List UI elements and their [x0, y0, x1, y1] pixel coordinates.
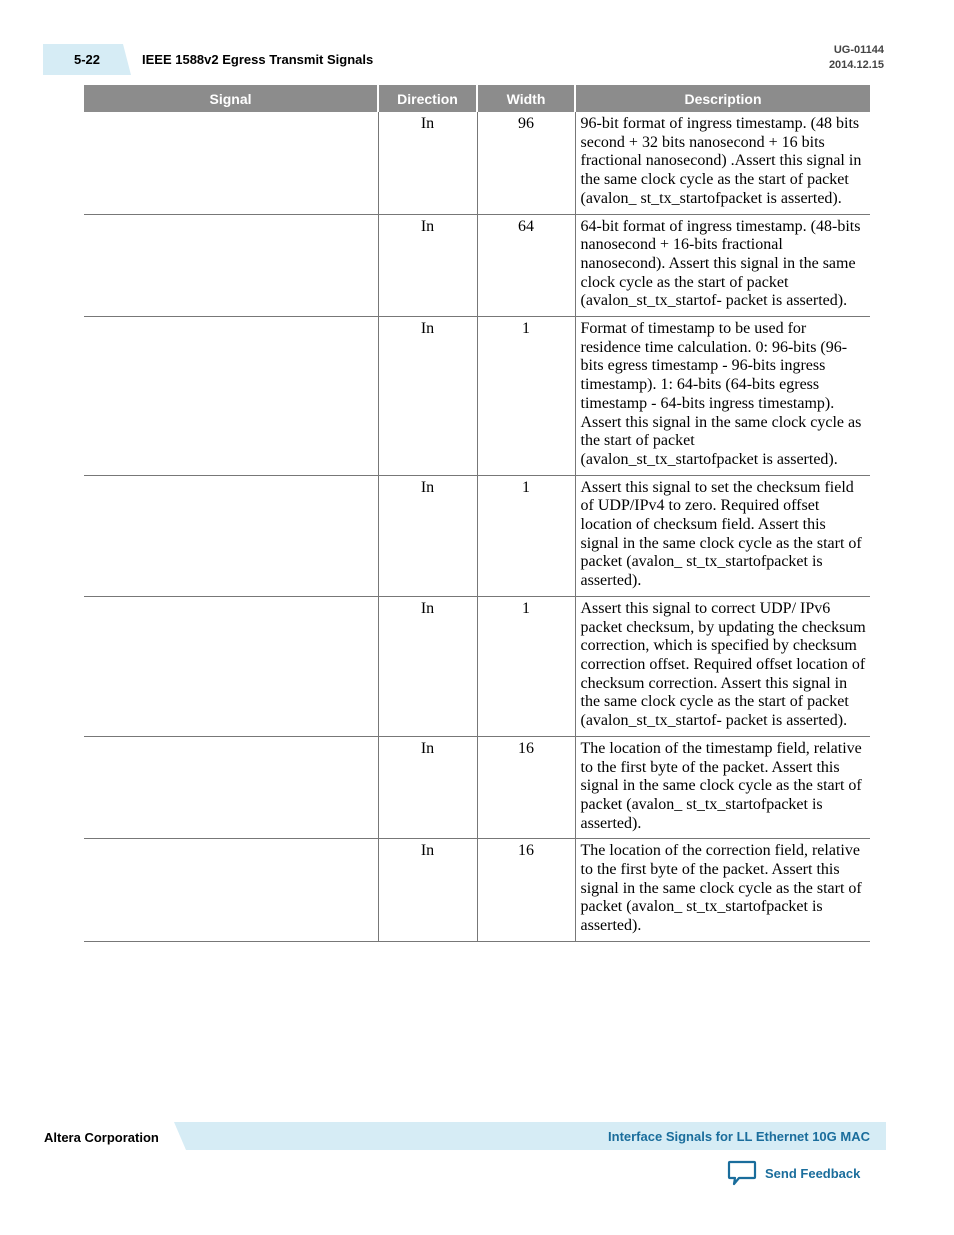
description-cell: The location of the correction field, relative to the first byte of the packet. Assert this signal in the same clock cycle as the start of packet (avalon_ st_tx_startofpacket is asserted). — [575, 839, 870, 942]
width-cell: 16 — [477, 839, 575, 942]
table-row — [84, 736, 870, 839]
signal-cell — [84, 214, 378, 317]
width-cell: 64 — [477, 214, 575, 317]
page-number: 5-22 — [74, 52, 101, 67]
width-cell: 1 — [477, 475, 575, 596]
direction-cell: In — [378, 736, 477, 839]
table-row — [84, 112, 870, 214]
width-cell: 1 — [477, 596, 575, 736]
column-header-signal: Signal — [84, 85, 378, 112]
signal-cell — [84, 475, 378, 596]
send-feedback-link[interactable] — [727, 1159, 860, 1187]
width-cell: 1 — [477, 317, 575, 476]
send-feedback-label: Send Feedback — [765, 1165, 861, 1181]
direction-cell: In — [378, 317, 477, 476]
description-cell: Assert this signal to set the checksum field of UDP/IPv4 to zero. Required offset location of checksum field. Assert this signal in the same clock cycle as the start of packet (avalon_ st_tx_startofpacket is asserted). — [575, 475, 870, 596]
direction-cell: In — [378, 214, 477, 317]
table-row — [84, 475, 870, 596]
document-info — [829, 43, 884, 73]
signals-table — [84, 85, 870, 942]
speech-bubble-icon — [727, 1159, 757, 1187]
column-header-direction: Direction — [378, 85, 477, 112]
signal-cell — [84, 839, 378, 942]
document-date: 2014.12.15 — [828, 59, 884, 71]
signal-cell — [84, 317, 378, 476]
document-id: UG-01144 — [833, 44, 884, 56]
signal-cell — [84, 596, 378, 736]
description-cell: 64-bit format of ingress timestamp. (48-bits nanosecond + 16-bits fractional nanosecond). Assert this signal in the same clock cycle as the start of packet (avalon_st_tx_startof- packet is asserted). — [575, 214, 870, 317]
description-cell: Assert this signal to correct UDP/ IPv6 packet checksum, by updating the checksum correction, which is specified by checksum correction offset. Required offset location of checksum correction. Assert this signal in the same clock cycle as the start of packet (avalon_st_tx_startof- packet is asserted). — [575, 596, 870, 736]
direction-cell: In — [378, 475, 477, 596]
width-cell: 16 — [477, 736, 575, 839]
column-header-width: Width — [477, 85, 575, 112]
signal-cell — [84, 736, 378, 839]
direction-cell: In — [378, 596, 477, 736]
table-row — [84, 596, 870, 736]
width-cell: 96 — [477, 112, 575, 214]
direction-cell: In — [378, 112, 477, 214]
description-cell: The location of the timestamp field, relative to the first byte of the packet. Assert this signal in the same clock cycle as the start of packet (avalon_ st_tx_startofpacket is asserted). — [575, 736, 870, 839]
signal-cell — [84, 112, 378, 214]
footer-chapter-link[interactable]: Interface Signals for LL Ethernet 10G MAC — [608, 1129, 870, 1144]
table-row — [84, 839, 870, 942]
direction-cell: In — [378, 839, 477, 942]
table-header-row — [84, 85, 870, 112]
footer-company: Altera Corporation — [44, 1130, 159, 1145]
description-cell: 96-bit format of ingress timestamp. (48 bits second + 32 bits nanosecond + 16 bits fractional nanosecond) .Assert this signal in the same clock cycle as the start of packet (avalon_ st_tx_startofpacket is asserted). — [575, 112, 870, 214]
column-header-description: Description — [575, 85, 870, 112]
description-cell: Format of timestamp to be used for residence time calculation. 0: 96-bits (96-bits egress timestamp - 96-bits ingress timestamp). 1: 64-bits (64-bits egress timestamp - 64-bits ingress timestamp). Assert this signal in the same clock cycle as the start of packet (avalon_st_tx_startofpacket is asserted). — [575, 317, 870, 476]
table-row — [84, 317, 870, 476]
page-number-tab — [43, 44, 131, 75]
section-title: IEEE 1588v2 Egress Transmit Signals — [142, 52, 374, 67]
table-row — [84, 214, 870, 317]
